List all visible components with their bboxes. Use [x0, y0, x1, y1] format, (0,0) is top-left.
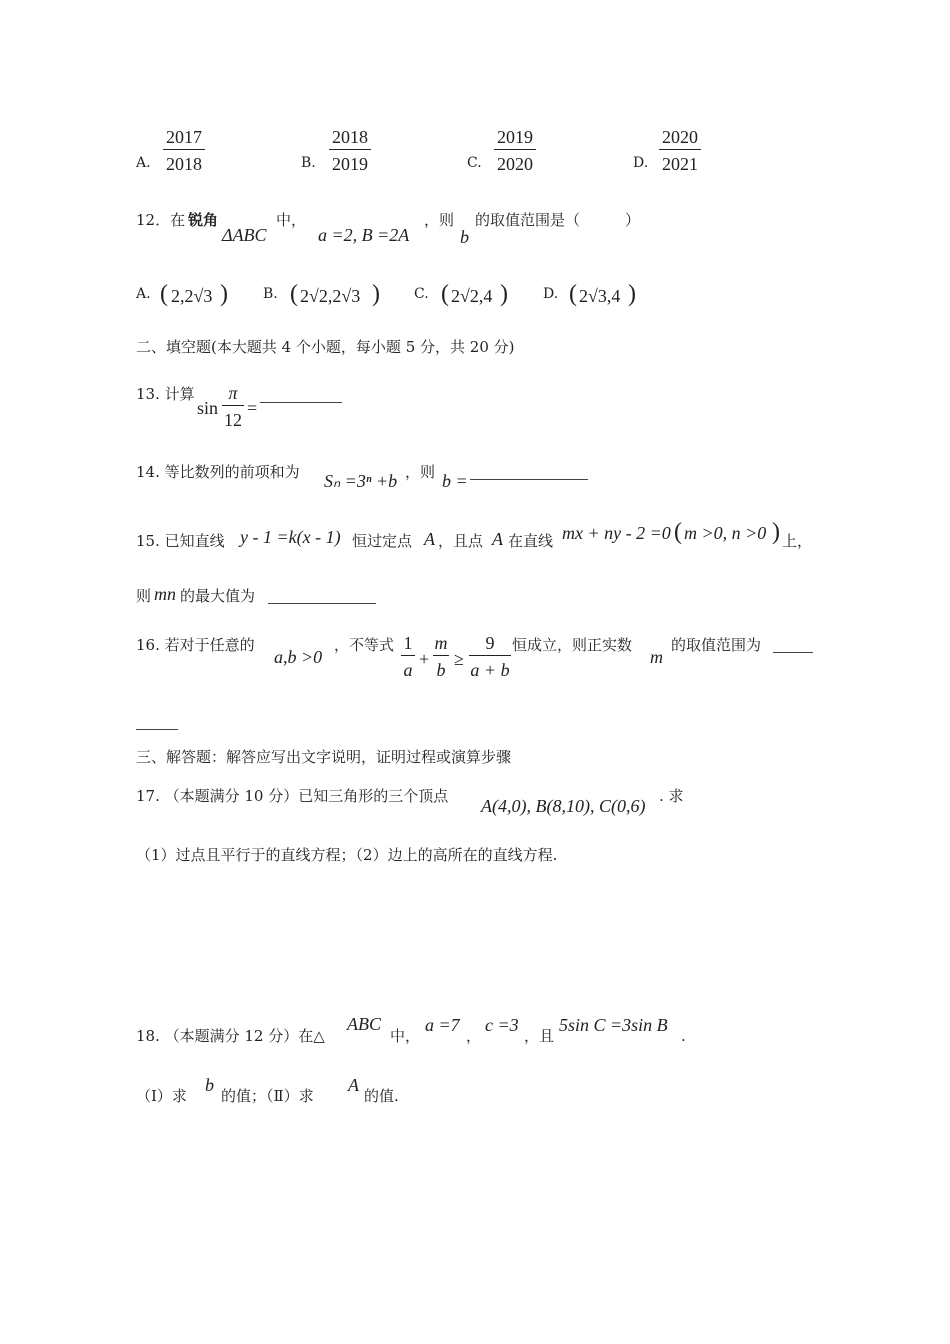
q18-mid: 中， — [390, 1027, 421, 1045]
q12-condition: a =2, B =2A — [318, 225, 410, 245]
q16-answer-blank — [773, 652, 813, 653]
q16-var: m — [650, 647, 663, 667]
q18-triangle: ABC — [347, 1014, 381, 1034]
q12-option-a-label: A. — [136, 286, 151, 302]
q15-answer-blank — [268, 603, 376, 604]
q16-fraction-3: 9 a + b — [470, 633, 510, 680]
q11-option-a-fraction: 2017 2018 — [163, 128, 205, 173]
q12-option-a-expr: 2,2√3 — [171, 286, 213, 306]
q12-tail: 的取值范围是（ ） — [475, 211, 641, 229]
q12-number: 12．在 — [136, 211, 186, 229]
q14-text: 14. 等比数列的前项和为 — [136, 463, 300, 481]
q12-option-b-expr: 2√2,2√3 — [300, 286, 361, 306]
q11-option-b-fraction: 2018 2019 — [329, 128, 371, 173]
q15-tail: 上， — [782, 532, 813, 550]
q16-ge: ≥ — [454, 649, 464, 669]
q15-point-a: A — [424, 529, 435, 549]
q18-sub1: （Ⅰ）求 — [136, 1087, 187, 1105]
q18-text: 18. （本题满分 12 分）在△ — [136, 1027, 325, 1045]
section-2-heading: 二、填空题(本大题共 4 个小题，每小题 5 分，共 20 分) — [136, 338, 515, 356]
q16-fraction-2: m b — [434, 633, 448, 680]
q11-option-b-label: B. — [301, 155, 316, 171]
q12-option-b-label: B. — [263, 286, 278, 302]
q16-text: 16. 若对于任意的 — [136, 636, 255, 654]
q16-fraction-1: 1 a — [401, 634, 415, 679]
q12-var: b — [460, 227, 469, 247]
q15-mid: 恒过定点 — [352, 532, 413, 550]
q17-tail: . 求 — [659, 787, 684, 805]
q12-option-c-label: C. — [414, 286, 429, 302]
q16-condition: a,b >0 — [274, 647, 323, 667]
q15-line2: mx + ny - 2 =0 — [562, 523, 671, 543]
q12-option-d-expr: 2√3,4 — [579, 286, 621, 306]
q13-fraction: π 12 — [224, 383, 242, 430]
q12-mid: 中， — [276, 211, 307, 229]
q13-answer-blank — [260, 402, 342, 403]
q13-sin: sin — [197, 398, 219, 418]
q15-line3-end: 的最大值为 — [180, 587, 256, 605]
q15-condition: m >0, n >0 — [684, 523, 767, 543]
q15-mid3: 在直线 — [508, 532, 554, 550]
q16-mid: ，不等式 — [334, 636, 395, 654]
q17-points: A(4,0), B(8,10), C(0,6) — [481, 796, 646, 816]
q15-mid2: ，且点 — [438, 532, 484, 550]
q11-option-d-fraction: 2020 2021 — [659, 128, 701, 173]
q14-answer-blank — [470, 479, 588, 480]
q18-A: A — [348, 1075, 359, 1095]
q18-and: ，且 — [524, 1027, 555, 1045]
q17-sub: （1）过点且平行于的直线方程；（2）边上的高所在的直线方程. — [136, 846, 558, 864]
q17-text: 17. （本题满分 10 分）已知三角形的三个顶点 — [136, 787, 449, 805]
q14-expr: Sₙ =3ⁿ +b — [324, 471, 398, 491]
q15-mn: mn — [154, 584, 176, 604]
q12-triangle: ΔABC — [222, 225, 267, 245]
q18-equation: 5sin C =3sin B — [559, 1015, 668, 1035]
q16-tail: 恒成立，则正实数 — [512, 636, 633, 654]
q15-line3-start: 则 — [136, 587, 152, 605]
q18-a: a =7 — [425, 1015, 460, 1035]
q11-option-a-label: A. — [136, 155, 151, 171]
q12-bold-term: 锐角 — [188, 211, 219, 229]
q12-option-d-label: D. — [543, 286, 559, 302]
q12-then: ，则 — [424, 211, 455, 229]
q18-dot: . — [681, 1027, 686, 1045]
q11-option-d-label: D. — [633, 155, 649, 171]
q11-option-c-label: C. — [467, 155, 482, 171]
q13-eq: = — [247, 398, 258, 418]
q18-sub1b: 的值；（Ⅱ）求 — [221, 1087, 314, 1105]
q11-option-c-fraction: 2019 2020 — [494, 128, 536, 173]
q18-c: c =3 — [485, 1015, 519, 1035]
q15-point-a-2: A — [492, 529, 503, 549]
q15-line: y - 1 =k(x - 1) — [240, 527, 341, 547]
q18-sub2b: 的值. — [364, 1087, 399, 1105]
q18-b: b — [205, 1075, 214, 1095]
section-3-heading: 三、解答题：解答应写出文字说明，证明过程或演算步骤 — [136, 748, 512, 766]
q16-answer-blank-cont — [136, 729, 178, 730]
q16-tail2: 的取值范围为 — [671, 636, 762, 654]
q16-plus: + — [419, 649, 430, 669]
q18-comma: ， — [466, 1027, 482, 1045]
q15-text: 15. 已知直线 — [136, 532, 225, 550]
q14-answer-label: b = — [442, 471, 468, 491]
q12-option-c-expr: 2√2,4 — [451, 286, 493, 306]
q13-text: 13. 计算 — [136, 385, 195, 403]
q14-then: ，则 — [405, 463, 436, 481]
